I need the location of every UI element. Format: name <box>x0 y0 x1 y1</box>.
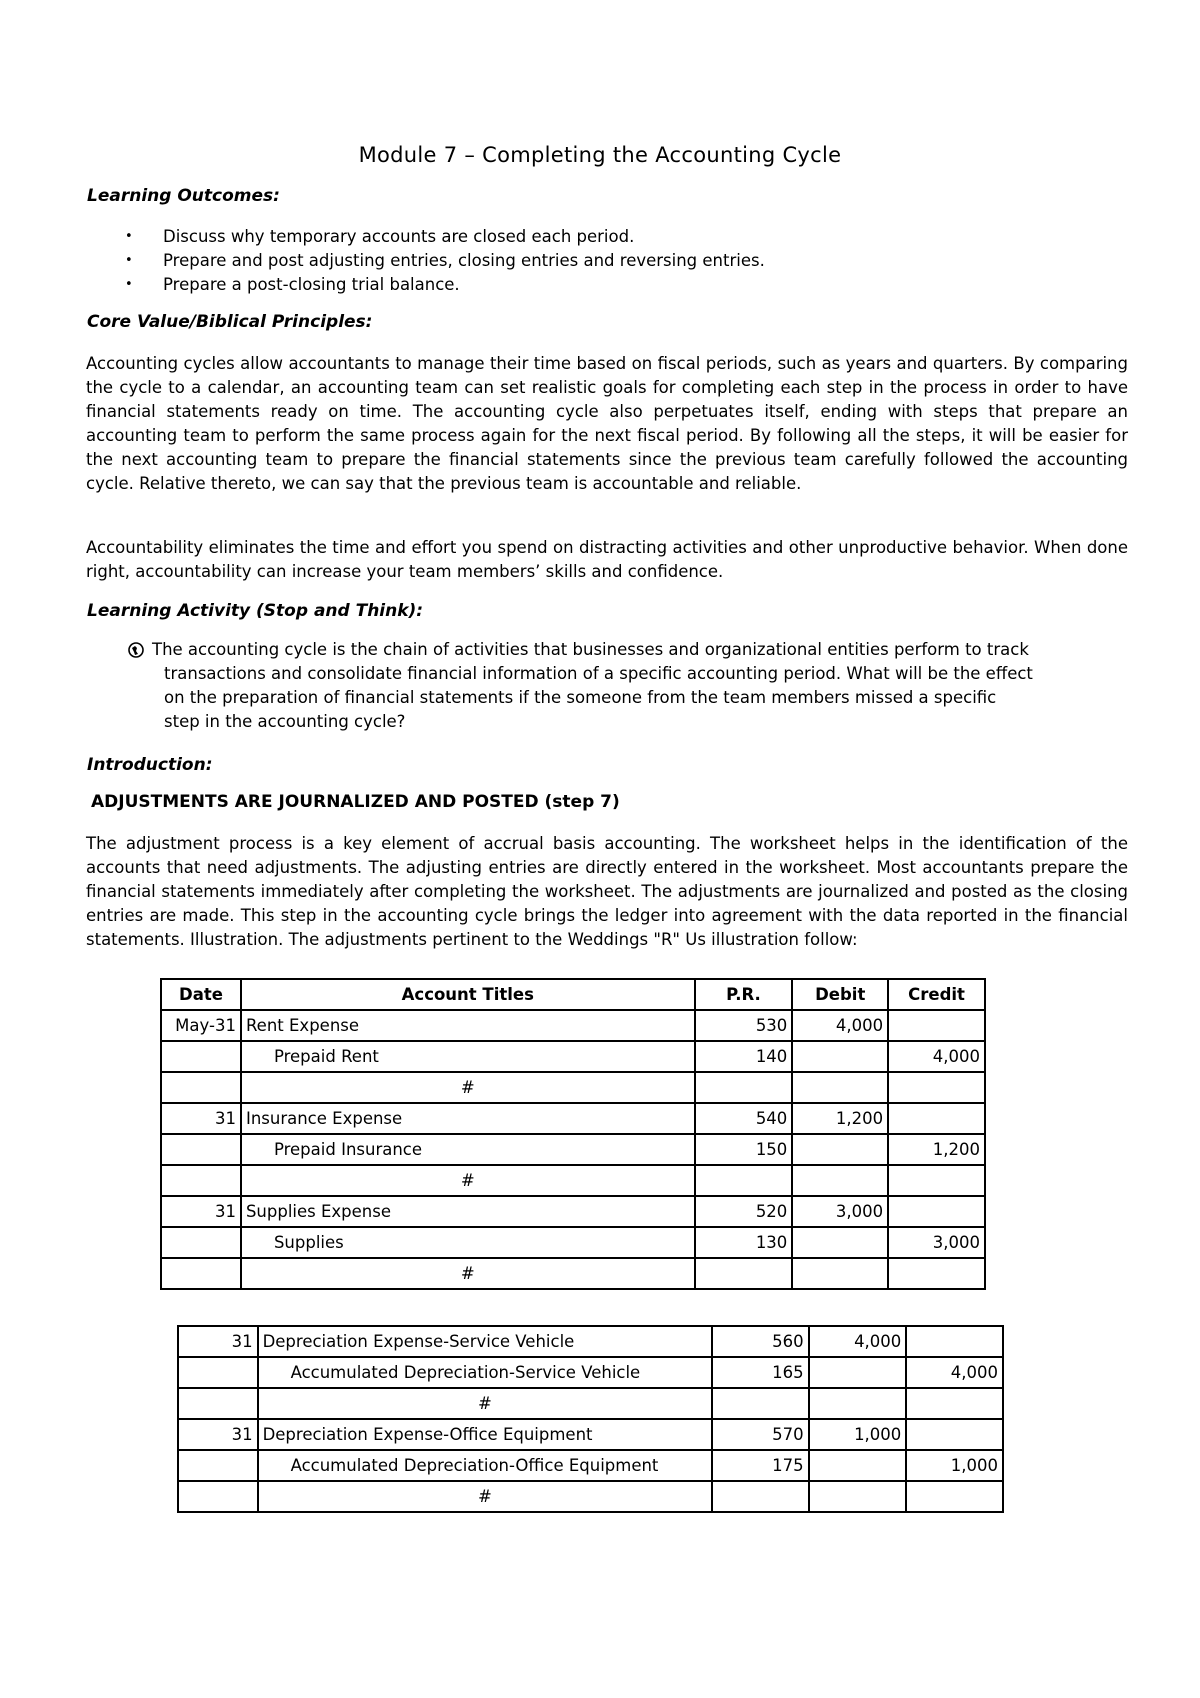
cell-account-title: # <box>258 1388 713 1419</box>
cell-date <box>178 1450 258 1481</box>
core-value-paragraph-1: Accounting cycles allow accountants to manage their time based on fiscal periods, such as years and quarters. By comparing the cycle to a calendar, an accounting team can set realistic goals for completing each step in the process in order to have financial statements ready on time. The accounting cycle also perpetuates itself, ending with steps that prepare an accounting team to perform the same process again for the next fiscal period. By following all the steps, it will be easier for the next accounting team to prepare the financial statements since the previous team carefully followed the accounting cycle. Relative thereto, we can say that the previous team is accountable and reliable. <box>86 354 1128 493</box>
introduction-heading: Introduction: <box>87 755 213 775</box>
cell-debit <box>792 1041 888 1072</box>
cell-debit: 1,200 <box>792 1103 888 1134</box>
cell-account-title: Accumulated Depreciation-Office Equipment <box>258 1450 713 1481</box>
cell-date <box>161 1041 241 1072</box>
cell-pr: 540 <box>695 1103 793 1134</box>
cell-pr <box>695 1258 793 1289</box>
learning-activity-heading: Learning Activity (Stop and Think): <box>87 601 424 621</box>
bullet-icon: • <box>125 277 133 292</box>
step-subheading: ADJUSTMENTS ARE JOURNALIZED AND POSTED (step 7) <box>91 792 620 812</box>
cell-account-title: Insurance Expense <box>241 1103 695 1134</box>
table-row <box>161 1010 985 1041</box>
cell-pr <box>712 1388 809 1419</box>
table-row <box>178 1419 1003 1450</box>
cell-date: May-31 <box>161 1010 241 1041</box>
cell-account-title: Accumulated Depreciation-Service Vehicle <box>258 1357 713 1388</box>
header-pr: P.R. <box>695 979 793 1010</box>
cell-pr <box>712 1481 809 1512</box>
cell-pr: 570 <box>712 1419 809 1450</box>
cell-account-title: # <box>258 1481 713 1512</box>
cell-credit <box>906 1419 1003 1450</box>
core-value-heading: Core Value/Biblical Principles: <box>87 312 373 332</box>
activity-line-2: transactions and consolidate financial information of a specific accounting period. What will be the effect <box>164 664 1033 683</box>
cell-date: 31 <box>178 1326 258 1357</box>
cell-date <box>161 1258 241 1289</box>
cell-credit: 4,000 <box>906 1357 1003 1388</box>
cell-date <box>161 1134 241 1165</box>
cell-pr: 165 <box>712 1357 809 1388</box>
table-row <box>178 1481 1003 1512</box>
bullet-icon: • <box>125 253 133 268</box>
cell-credit <box>888 1010 985 1041</box>
cell-pr: 130 <box>695 1227 793 1258</box>
cell-pr: 175 <box>712 1450 809 1481</box>
table-row <box>161 1196 985 1227</box>
table-row <box>178 1326 1003 1357</box>
header-date: Date <box>161 979 241 1010</box>
cell-debit <box>792 1134 888 1165</box>
header-debit: Debit <box>792 979 888 1010</box>
cell-account-title: # <box>241 1165 695 1196</box>
cell-debit: 3,000 <box>792 1196 888 1227</box>
table-row <box>161 1258 985 1289</box>
cell-credit <box>888 1196 985 1227</box>
activity-line-4: step in the accounting cycle? <box>164 712 406 731</box>
cell-account-title: Depreciation Expense-Service Vehicle <box>258 1326 713 1357</box>
cell-debit <box>809 1357 907 1388</box>
cell-pr: 150 <box>695 1134 793 1165</box>
cell-credit <box>906 1388 1003 1419</box>
cell-debit <box>792 1227 888 1258</box>
table-row <box>161 1103 985 1134</box>
page-title: Module 7 – Completing the Accounting Cycle <box>358 143 842 167</box>
table-row <box>161 1041 985 1072</box>
cell-account-title: Prepaid Insurance <box>241 1134 695 1165</box>
header-credit: Credit <box>888 979 985 1010</box>
cell-account-title: Prepaid Rent <box>241 1041 695 1072</box>
cell-credit <box>906 1326 1003 1357</box>
cell-date <box>161 1165 241 1196</box>
cell-account-title: Rent Expense <box>241 1010 695 1041</box>
cell-pr: 530 <box>695 1010 793 1041</box>
cell-debit: 4,000 <box>792 1010 888 1041</box>
cell-account-title: Supplies <box>241 1227 695 1258</box>
learning-outcomes-heading: Learning Outcomes: <box>87 186 280 206</box>
cell-account-title: # <box>241 1072 695 1103</box>
cell-date <box>178 1357 258 1388</box>
cell-debit <box>792 1165 888 1196</box>
cell-credit: 4,000 <box>888 1041 985 1072</box>
table-row <box>161 1072 985 1103</box>
list-item: • Prepare a post-closing trial balance. <box>125 273 765 297</box>
cell-credit: 3,000 <box>888 1227 985 1258</box>
cell-credit <box>888 1258 985 1289</box>
cell-date <box>161 1227 241 1258</box>
cell-debit <box>809 1450 907 1481</box>
cell-credit: 1,200 <box>888 1134 985 1165</box>
cell-debit <box>792 1258 888 1289</box>
cell-credit <box>888 1165 985 1196</box>
core-value-paragraph-2: Accountability eliminates the time and effort you spend on distracting activities and other unproductive behavior. When done right, accountability can increase your team members’ skills and confidence. <box>86 538 1128 581</box>
table-row <box>161 1134 985 1165</box>
cell-date: 31 <box>161 1103 241 1134</box>
cell-pr: 520 <box>695 1196 793 1227</box>
table-row <box>161 1165 985 1196</box>
cell-date: 31 <box>161 1196 241 1227</box>
cell-pr: 140 <box>695 1041 793 1072</box>
cell-credit <box>888 1072 985 1103</box>
activity-line-3: on the preparation of financial statements if the someone from the team members missed a specific <box>164 688 997 707</box>
cell-debit <box>792 1072 888 1103</box>
cell-pr: 560 <box>712 1326 809 1357</box>
cell-date <box>178 1388 258 1419</box>
cell-account-title: Depreciation Expense-Office Equipment <box>258 1419 713 1450</box>
stop-and-think-block <box>128 638 1118 734</box>
cell-credit: 1,000 <box>906 1450 1003 1481</box>
header-account-titles: Account Titles <box>241 979 695 1010</box>
table-row <box>178 1388 1003 1419</box>
table-header-row <box>161 979 985 1010</box>
cell-pr <box>695 1072 793 1103</box>
journal-table-1 <box>160 978 986 1290</box>
introduction-paragraph: The adjustment process is a key element of accrual basis accounting. The worksheet helps in the identification of the accounts that need adjustments. The adjusting entries are directly entered in the worksheet. Most accountants prepare the financial statements immediately after completing the worksheet. The adjustments are journalized and posted as the closing entries are made. This step in the accounting cycle brings the ledger into agreement with the data reported in the financial statements. Illustration. The adjustments pertinent to the Weddings "R" Us illustration follow: <box>86 834 1128 949</box>
cell-account-title: Supplies Expense <box>241 1196 695 1227</box>
cell-debit: 1,000 <box>809 1419 907 1450</box>
table-row <box>178 1357 1003 1388</box>
learning-outcomes-list <box>125 225 765 297</box>
table-row <box>161 1227 985 1258</box>
cell-debit <box>809 1388 907 1419</box>
cell-date <box>161 1072 241 1103</box>
activity-line-1: The accounting cycle is the chain of activities that businesses and organizational entities perform to track <box>152 640 1029 659</box>
list-item: • Prepare and post adjusting entries, closing entries and reversing entries. <box>125 249 765 273</box>
cell-date: 31 <box>178 1419 258 1450</box>
table-row <box>178 1450 1003 1481</box>
cell-date <box>178 1481 258 1512</box>
journal-table-2 <box>177 1325 1004 1513</box>
bullet-icon: • <box>125 229 133 244</box>
cell-credit <box>888 1103 985 1134</box>
cell-debit <box>809 1481 907 1512</box>
cell-debit: 4,000 <box>809 1326 907 1357</box>
list-item: • Discuss why temporary accounts are closed each period. <box>125 225 765 249</box>
cell-account-title: # <box>241 1258 695 1289</box>
cell-credit <box>906 1481 1003 1512</box>
cell-pr <box>695 1165 793 1196</box>
globe-icon <box>128 642 144 658</box>
